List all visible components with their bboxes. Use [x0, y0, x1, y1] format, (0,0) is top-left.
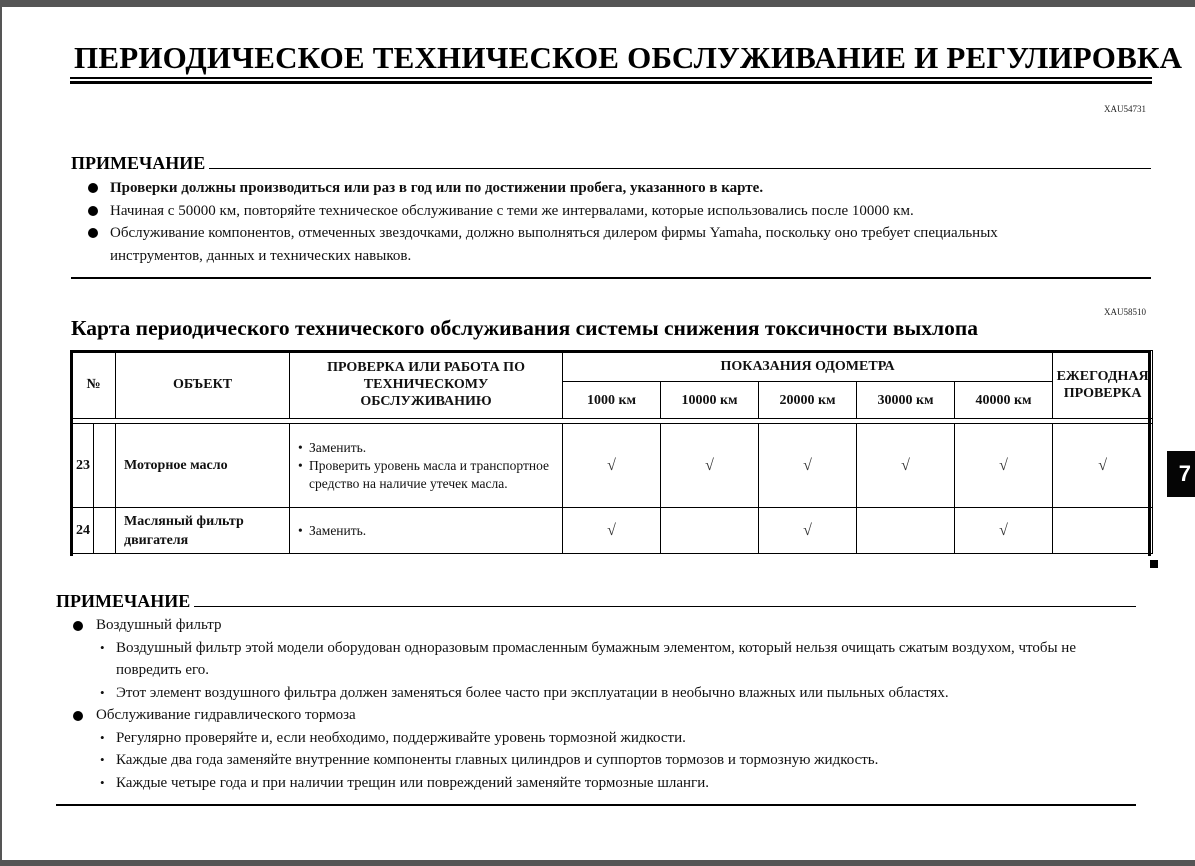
row-number: 24	[72, 508, 94, 554]
note-subitem: • Регулярно проверяйте и, если необходимо, поддерживайте уровень тормозной жидкости.	[96, 727, 1138, 750]
chapter-tab[interactable]: 7	[1167, 451, 1195, 497]
header-object: ОБЪЕКТ	[116, 351, 290, 419]
note-end-rule	[56, 804, 1136, 806]
check-mark: √	[563, 424, 661, 508]
bullet-icon	[73, 621, 83, 631]
note2-list	[58, 614, 1138, 794]
title-underline-thick	[70, 81, 1152, 84]
note-group-title: Обслуживание гидравлического тормоза	[96, 707, 356, 723]
header-interval: 40000 км	[955, 382, 1053, 419]
check-mark	[857, 508, 955, 554]
bullet-icon	[73, 711, 83, 721]
viewer-frame-bottom	[0, 860, 1195, 866]
note-group	[58, 614, 1138, 704]
note-item: Проверки должны производиться или раз в год или по достижении пробега, указанного в карте.	[84, 177, 1094, 200]
note-group	[58, 704, 1138, 794]
note-heading	[56, 591, 1136, 612]
note-item: Начиная с 50000 км, повторяйте техническое обслуживание с теми же интервалами, которые использовались после 10000 км.	[84, 200, 1094, 223]
check-mark: √	[759, 508, 857, 554]
note-heading-text: ПРИМЕЧАНИЕ	[56, 591, 191, 611]
page-title: ПЕРИОДИЧЕСКОЕ ТЕХНИЧЕСКОЕ ОБСЛУЖИВАНИЕ И РЕГУЛИРОВКА	[74, 40, 1183, 75]
note-subitem: • Этот элемент воздушного фильтра должен заменяться более часто при эксплуатации в необычно влажных или пыльных областях.	[96, 682, 1138, 705]
note-item: Обслуживание компонентов, отмеченных звездочками, должно выполняться дилером фирмы Yamaha, поскольку оно требует специальных инструментов, данных и технических навыков.	[84, 222, 1094, 267]
row-object: Масляный фильтр двигателя	[116, 508, 290, 554]
row-number: 23	[72, 424, 94, 508]
header-interval: 30000 км	[857, 382, 955, 419]
check-mark: √	[955, 424, 1053, 508]
note-heading-rule	[194, 606, 1136, 607]
header-no: №	[72, 351, 116, 419]
check-mark: √	[955, 508, 1053, 554]
title-underline-thin	[70, 77, 1152, 79]
note-group-title: Воздушный фильтр	[96, 617, 222, 633]
row-work	[290, 424, 563, 508]
header-odometer: ПОКАЗАНИЯ ОДОМЕТРА	[563, 351, 1053, 382]
note-end-rule	[71, 277, 1151, 279]
note-list	[84, 177, 1094, 267]
table-row	[72, 508, 1153, 554]
header-interval: 10000 км	[661, 382, 759, 419]
row-work	[290, 508, 563, 554]
header-interval: 1000 км	[563, 382, 661, 419]
note-heading	[71, 153, 1151, 174]
note-heading-rule	[209, 168, 1151, 169]
note-subitem: • Каждые два года заменяйте внутренние компоненты главных цилиндров и суппортов тормозов и тормозную жидкость.	[96, 749, 1138, 772]
section-reference-code: XAU58510	[1104, 307, 1146, 317]
check-mark	[1053, 508, 1153, 554]
viewer-frame-top	[0, 0, 1195, 7]
header-interval: 20000 км	[759, 382, 857, 419]
check-mark: √	[857, 424, 955, 508]
check-mark: √	[1053, 424, 1153, 508]
work-item: • Проверить уровень масла и транспортное средство на наличие утечек масла.	[298, 457, 562, 493]
check-mark: √	[563, 508, 661, 554]
bullet-icon	[88, 183, 98, 193]
check-mark: √	[661, 424, 759, 508]
maintenance-chart-table	[71, 350, 1153, 554]
work-item: • Заменить.	[298, 439, 562, 457]
header-work: ПРОВЕРКА ИЛИ РАБОТА ПО ТЕХНИЧЕСКОМУ ОБСЛУЖИВАНИЮ	[290, 351, 563, 419]
viewer-frame-left	[0, 0, 2, 866]
note-subitem: • Каждые четыре года и при наличии трещин или повреждений заменяйте тормозные шланги.	[96, 772, 1138, 795]
note-subitem: • Воздушный фильтр этой модели оборудован одноразовым промасленным бумажным элементом, который нельзя очищать сжатым воздухом, чтобы не повредить его.	[96, 637, 1138, 682]
reference-code: XAU54731	[1104, 104, 1146, 114]
check-mark	[661, 508, 759, 554]
check-mark: √	[759, 424, 857, 508]
section-title: Карта периодического технического обслуживания системы снижения токсичности выхлопа	[71, 316, 978, 340]
bullet-icon	[88, 206, 98, 216]
bullet-icon	[88, 228, 98, 238]
note-heading-text: ПРИМЕЧАНИЕ	[71, 153, 206, 173]
work-item: • Заменить.	[298, 522, 562, 540]
header-annual: ЕЖЕГОДНАЯ ПРОВЕРКА	[1053, 351, 1153, 419]
row-object: Моторное масло	[116, 424, 290, 508]
table-row	[72, 424, 1153, 508]
table-corner-mark	[1150, 560, 1158, 568]
